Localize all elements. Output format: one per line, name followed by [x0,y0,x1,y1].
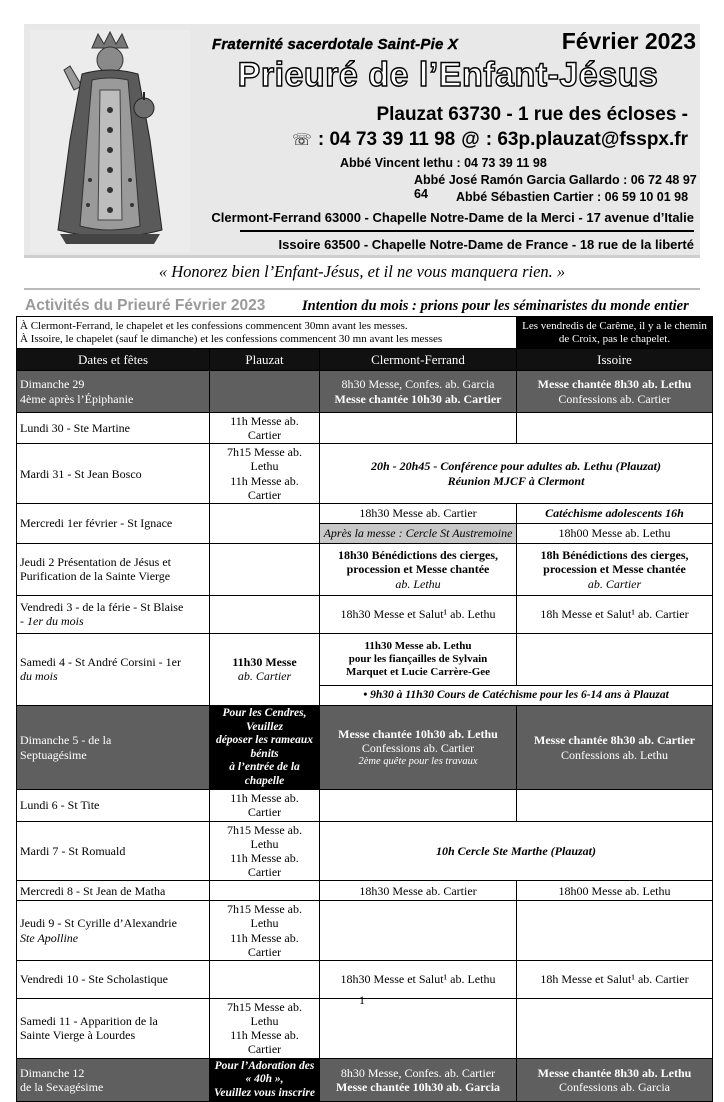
schedule-table [16,316,713,1102]
row-plauzat-notice: Pour l’Adoration des « 40h », Veuillez vous inscrire [210,1058,320,1102]
row-issoire [517,413,713,444]
table-row [17,901,713,961]
table-row [17,821,713,881]
row-issoire [517,633,713,685]
row-date: Lundi 30 - Ste Martine [17,413,210,444]
table-row [17,371,713,413]
row-issoire: 18h Messe et Salut¹ ab. Cartier [517,595,713,633]
row-date: Lundi 6 - St Tite [17,790,210,821]
row-issoire [517,790,713,821]
col-dates: Dates et fêtes [17,349,210,371]
note-clermont: À Clermont-Ferrand, le chapelet et les confessions commencent 30mn avant les messes. [20,319,408,332]
row-issoire: 18h00 Messe ab. Lethu [517,881,713,901]
col-plauzat: Plauzat [210,349,320,371]
at-icon: @ [461,129,480,150]
phone-icon: ☏ [291,132,312,149]
row-plauzat [210,595,320,633]
table-row [17,633,713,685]
letterhead [24,24,700,258]
row-issoire: 18h00 Messe ab. Lethu [517,523,713,543]
row-issoire: Messe chantée 8h30 ab. Lethu Confessions ab. Cartier [517,371,713,413]
row-clermont [320,790,517,821]
prieure-title: Prieuré de l’Enfant-Jésus [237,56,659,94]
row-clermont: 8h30 Messe, Confes. ab. Cartier Messe chantée 10h30 ab. Garcia [320,1058,517,1102]
row-issoire: Messe chantée 8h30 ab. Lethu Confessions ab. Garcia [517,1058,713,1102]
row-merged-event: 20h - 20h45 - Conférence pour adultes ab. Lethu (Plauzat) Réunion MJCF à Clermont [320,444,713,504]
row-issoire: 18h Bénédictions des cierges, procession et Messe chantée ab. Cartier [517,543,713,595]
separator [24,288,700,290]
row-issoire: 18h Messe et Salut¹ ab. Cartier [517,960,713,998]
row-clermont: 11h30 Messe ab. Lethu pour les fiançailles de Sylvain Marquet et Lucie Carrère-Gee [320,633,517,685]
row-plauzat: 7h15 Messe ab. Lethu 11h Messe ab. Cartier [210,901,320,961]
quote: « Honorez bien l’Enfant-Jésus, et il ne vous manquera rien. » [158,262,566,281]
row-plauzat: 11h30 Messe ab. Cartier [210,633,320,705]
row-plauzat: 7h15 Messe ab. Lethu 11h Messe ab. Cartier [210,821,320,881]
row-clermont: 18h30 Messe et Salut¹ ab. Lethu [320,595,517,633]
row-plauzat: 11h Messe ab. Cartier [210,413,320,444]
row-date: Samedi 4 - St André Corsini - 1er du mois [17,633,210,705]
month-title: Février 2023 [561,28,696,54]
row-plauzat [210,543,320,595]
col-issoire: Issoire [517,349,713,371]
row-date: Dimanche 5 - de la Septuagésime [17,705,210,789]
activities-title: Activités du Prieuré Février 2023 [25,297,266,314]
row-date: Vendredi 3 - de la férie - St Blaise - 1er du mois [17,595,210,633]
table-header [17,349,713,371]
row-plauzat-notice: Pour les Cendres, Veuillez déposer les rameaux bénits à l’entrée de la chapelle [210,705,320,789]
col-clermont: Clermont-Ferrand [320,349,517,371]
note-left [17,317,517,349]
row-date: Mercredi 1er février - St Ignace [17,503,210,543]
row-date: Samedi 11 - Apparition de la Sainte Vierge à Lourdes [17,998,210,1058]
row-issoire: Catéchisme adolescents 16h [517,503,713,523]
row-plauzat [210,371,320,413]
row-plauzat: 7h15 Messe ab. Lethu 11h Messe ab. Cartier [210,998,320,1058]
table-row [17,595,713,633]
priory-address: Plauzat 63730 - 1 rue des écloses - [376,104,688,125]
divider [240,230,694,232]
row-date: Mercredi 8 - St Jean de Matha [17,881,210,901]
row-plauzat: 11h Messe ab. Cartier [210,790,320,821]
row-date: Vendredi 10 - Ste Scholastique [17,960,210,998]
row-clermont: 8h30 Messe, Confes. ab. Garcia Messe chantée 10h30 ab. Cartier [320,371,517,413]
row-date: Dimanche 12 de la Sexagésime [17,1058,210,1102]
table-row [17,705,713,789]
row-date: Jeudi 2 Présentation de Jésus et Purification de la Sainte Vierge [17,543,210,595]
chapel-clermont: Clermont-Ferrand 63000 - Chapelle Notre-Dame de la Merci - 17 avenue d’Italie [211,210,694,225]
row-date: Mardi 31 - St Jean Bosco [17,444,210,504]
table-row [17,413,713,444]
row-plauzat: 7h15 Messe ab. Lethu 11h Messe ab. Cartier [210,444,320,504]
table-row [17,881,713,901]
priest-cartier: Abbé Sébastien Cartier : 06 59 10 01 98 [456,190,689,204]
row-clermont [320,413,517,444]
monthly-intention: Intention du mois : prions pour les séminaristes du monde entier [302,298,689,314]
table-row [17,790,713,821]
priest-lethu: Abbé Vincent lethu : 04 73 39 11 98 [340,156,547,170]
row-clermont-note: Après la messe : Cercle St Austremoine [320,523,517,543]
row-issoire: Messe chantée 8h30 ab. Cartier Confessions ab. Lethu [517,705,713,789]
table-row [17,444,713,504]
fsspx-title: Fraternité sacerdotale Saint-Pie X [212,36,459,53]
row-plauzat [210,881,320,901]
table-row [17,543,713,595]
row-clermont: 18h30 Messe ab. Cartier [320,503,517,523]
row-merged-event: 10h Cercle Ste Marthe (Plauzat) [320,821,713,881]
row-merged-event: • 9h30 à 11h30 Cours de Catéchisme pour les 6-14 ans à Plauzat [320,685,713,705]
row-issoire [517,901,713,961]
row-date: Jeudi 9 - St Cyrille d’Alexandrie Ste Apolline [17,901,210,961]
row-clermont: Messe chantée 10h30 ab. Lethu Confessions ab. Cartier 2ème quête pour les travaux [320,705,517,789]
phone-number: : 04 73 39 11 98 [317,129,456,150]
row-clermont: 18h30 Messe et Salut¹ ab. Lethu [320,960,517,998]
infant-jesus-statue-image [30,30,190,252]
priest-garcia: Abbé José Ramón Garcia Gallardo : 06 72 48 97 64 [414,173,697,201]
row-date: Dimanche 29 4ème après l’Épiphanie [17,371,210,413]
page-number: 1 [359,993,365,1007]
note-issoire: À Issoire, le chapelet (sauf le dimanche) et les confessions commencent 30 mn avant les messes [20,332,443,345]
row-clermont: 18h30 Messe ab. Cartier [320,881,517,901]
row-clermont: 18h30 Bénédictions des cierges, procession et Messe chantée ab. Lethu [320,543,517,595]
row-date: Mardi 7 - St Romuald [17,821,210,881]
table-row [17,503,713,523]
priory-contact [292,129,688,151]
note-right: Les vendredis de Carême, il y a le chemin de Croix, pas le chapelet. [517,317,713,349]
row-clermont [320,901,517,961]
row-plauzat [210,503,320,543]
table-row [17,1058,713,1102]
chapel-issoire: Issoire 63500 - Chapelle Notre-Dame de France - 18 rue de la liberté [278,237,694,252]
email-address: : 63p.plauzat@fsspx.fr [485,129,688,150]
notes-row [17,317,713,349]
